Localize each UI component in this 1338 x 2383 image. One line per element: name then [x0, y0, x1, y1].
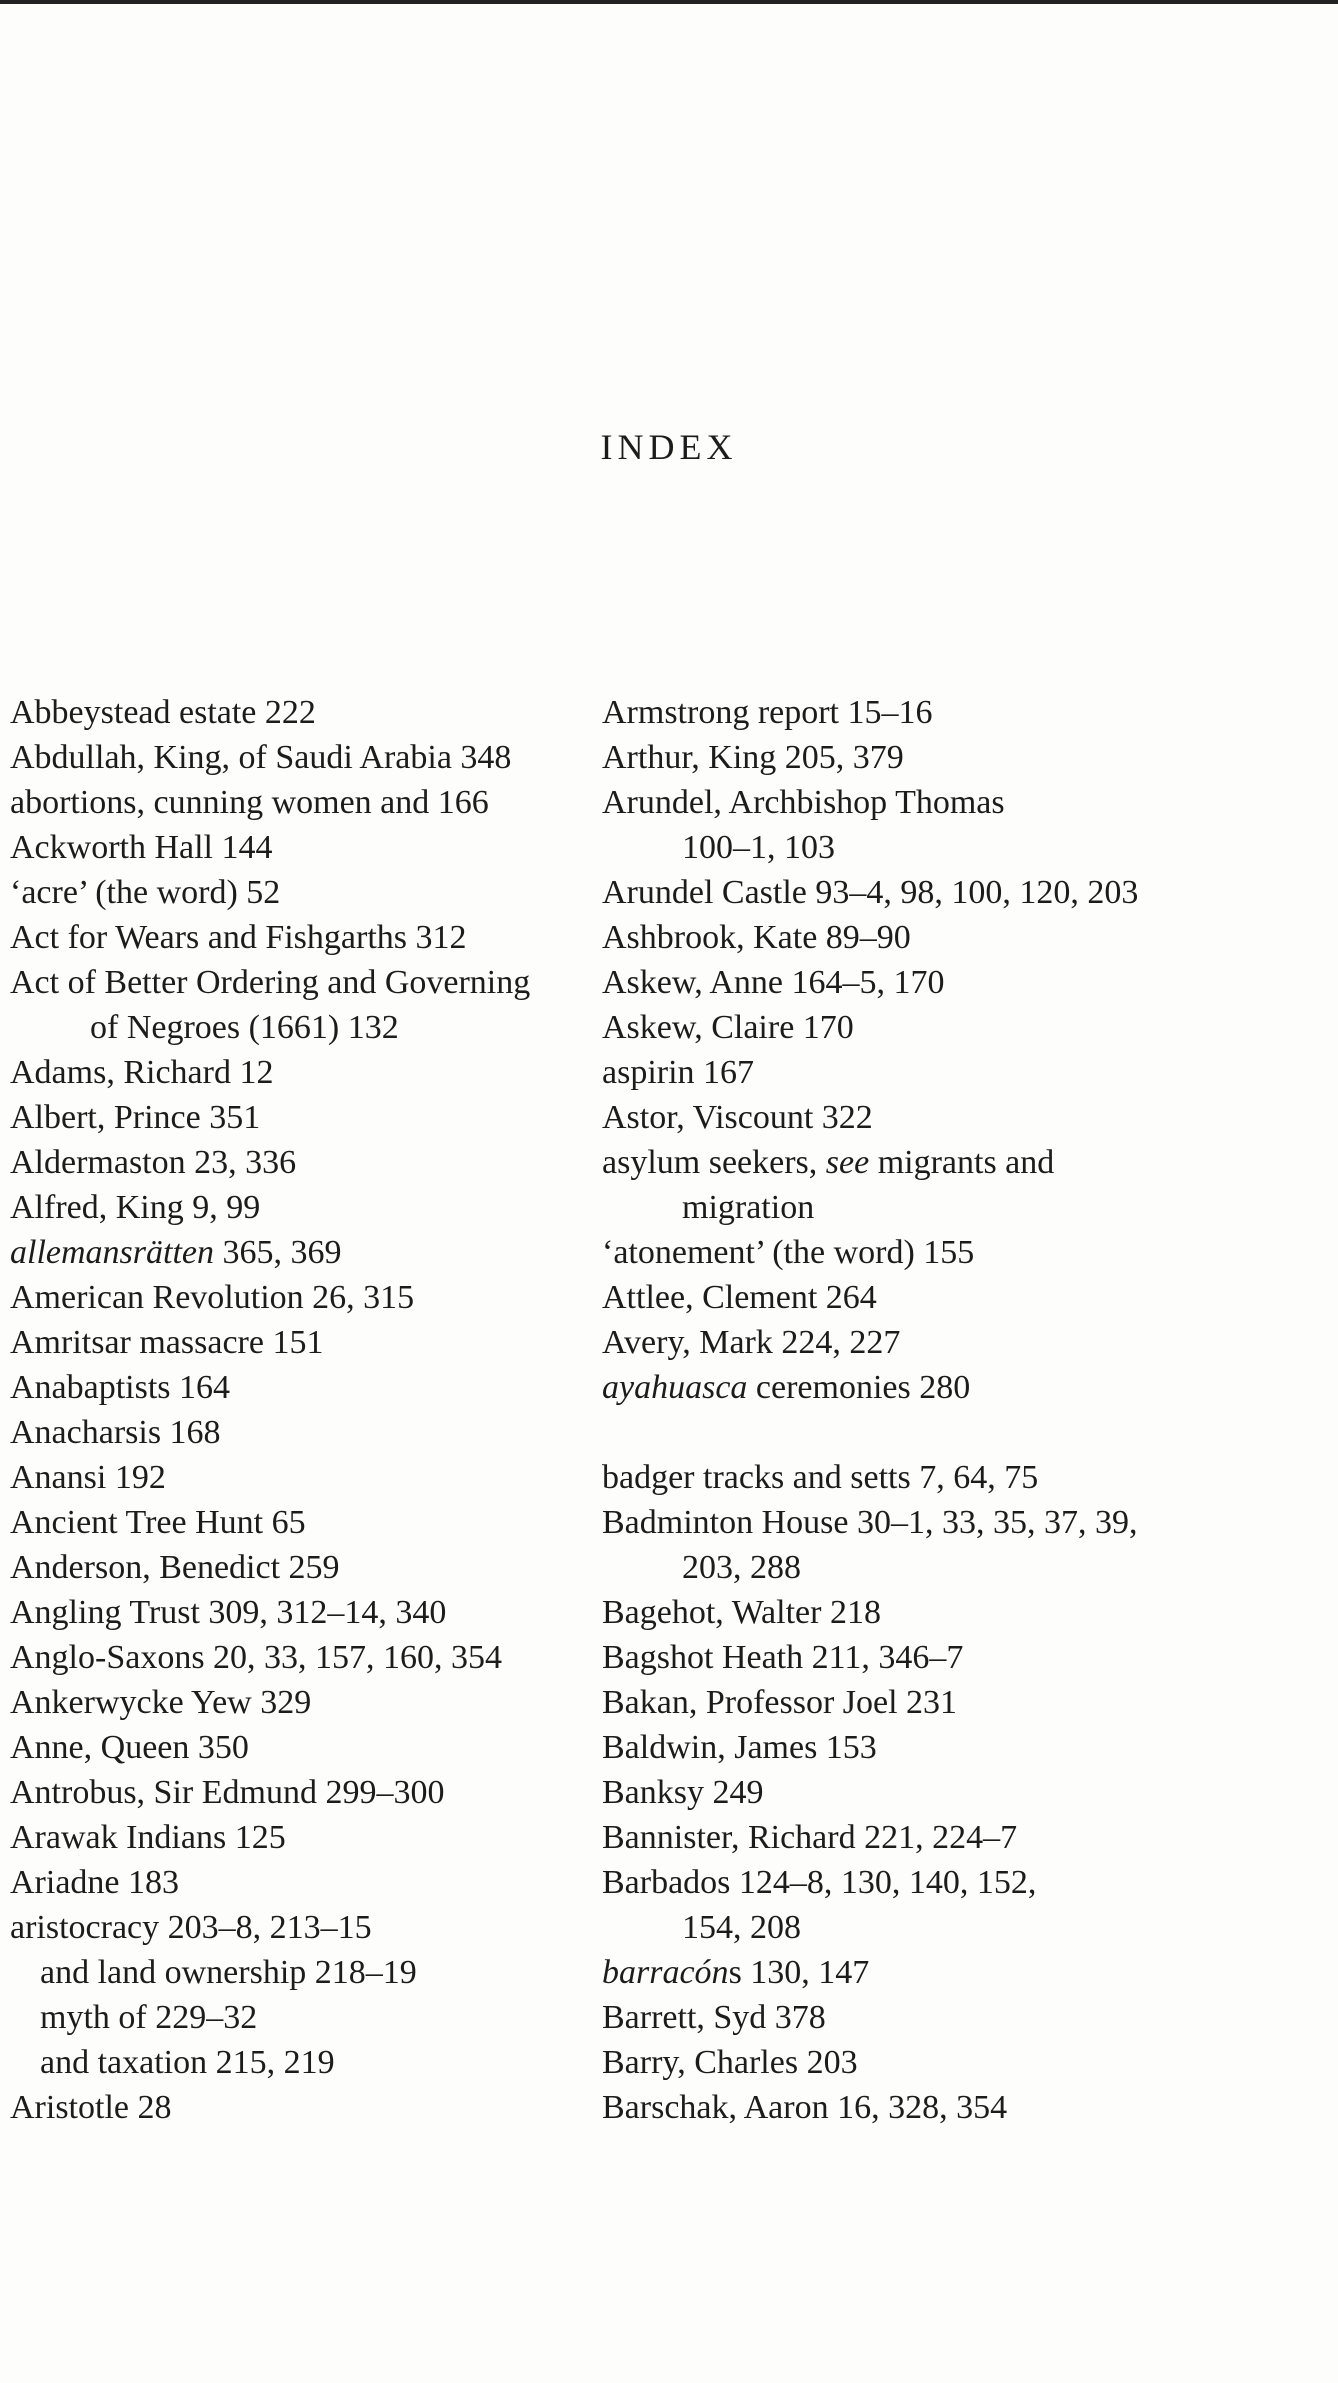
index-subentry [10, 2040, 530, 2085]
index-entry [10, 735, 530, 780]
entry-line [10, 1230, 530, 1275]
entry-line [10, 1590, 530, 1635]
entry-line [602, 1680, 1138, 1725]
entry-line [602, 1275, 1138, 1320]
entry-text: Ariadne 183 [10, 1864, 180, 1901]
entry-line [10, 960, 530, 1005]
entry-text: Anacharsis 168 [10, 1414, 221, 1451]
entry-line [10, 2085, 530, 2130]
entry-line [602, 2040, 1138, 2085]
entry-line [40, 1995, 530, 2040]
entry-line [10, 1320, 530, 1365]
entry-continuation: 154, 208 [682, 1909, 801, 1946]
entry-line [602, 1590, 1138, 1635]
index-entry [10, 780, 530, 825]
entry-text: 365, 369 [213, 1234, 342, 1271]
entry-text: Anne, Queen 350 [10, 1729, 249, 1766]
index-entry [602, 1140, 1138, 1230]
entry-text: Arundel, Archbishop Thomas [602, 784, 1005, 821]
entry-line [10, 1860, 530, 1905]
entry-line [602, 1320, 1138, 1365]
entry-line [10, 1410, 530, 1455]
index-entry [10, 870, 530, 915]
entry-line [10, 690, 530, 735]
entry-text: Adams, Richard 12 [10, 1054, 274, 1091]
entry-text: Albert, Prince 351 [10, 1099, 261, 1136]
index-entry [10, 1320, 530, 1365]
entry-text: Arundel Castle 93–4, 98, 100, 120, 203 [602, 874, 1139, 911]
index-entry [602, 1005, 1138, 1050]
entry-line [602, 735, 1138, 780]
entry-text: asylum seekers, [602, 1144, 826, 1181]
entry-line [602, 870, 1138, 915]
entry-line [10, 1770, 530, 1815]
index-entry [602, 1950, 1138, 1995]
entry-text: s 130, 147 [728, 1954, 870, 1991]
entry-text: aristocracy 203–8, 213–15 [10, 1909, 372, 1946]
entry-line [602, 1995, 1138, 2040]
entry-text: Badminton House 30–1, 33, 35, 37, 39, [602, 1504, 1138, 1541]
index-entry [602, 1230, 1138, 1275]
index-entry [10, 1770, 530, 1815]
entry-text: Act of Better Ordering and Governing [10, 964, 531, 1001]
index-entry [10, 1815, 530, 1860]
entry-text: Alfred, King 9, 99 [10, 1189, 261, 1226]
index-entry [602, 1500, 1138, 1590]
entry-line [10, 1500, 530, 1545]
entry-text: Bakan, Professor Joel 231 [602, 1684, 958, 1721]
entry-line [602, 1095, 1138, 1140]
entry-text: Askew, Anne 164–5, 170 [602, 964, 945, 1001]
index-entry [602, 1995, 1138, 2040]
entry-continuation: migration [682, 1189, 815, 1226]
entry-line [602, 1500, 1138, 1545]
entry-text: Abbeystead estate 222 [10, 694, 316, 731]
index-entry [10, 1095, 530, 1140]
entry-text: Anglo-Saxons 20, 33, 157, 160, 354 [10, 1639, 503, 1676]
section-gap [602, 1410, 1138, 1455]
index-entry [602, 1320, 1138, 1365]
entry-text: ‘acre’ (the word) 52 [10, 874, 281, 911]
entry-line [602, 1230, 1138, 1275]
index-entry [602, 870, 1138, 915]
index-entry [10, 1410, 530, 1455]
index-entry [10, 2085, 530, 2130]
index-entry [10, 960, 530, 1050]
entry-text: Abdullah, King, of Saudi Arabia 348 [10, 739, 512, 776]
index-entry [602, 1815, 1138, 1860]
entry-line [10, 1050, 530, 1095]
entry-line [10, 1455, 530, 1500]
entry-text: Ashbrook, Kate 89–90 [602, 919, 911, 956]
index-entry [10, 1455, 530, 1500]
entry-line [40, 2040, 530, 2085]
entry-text: Barschak, Aaron 16, 328, 354 [602, 2089, 1008, 2126]
entry-line [602, 960, 1138, 1005]
index-entry [602, 1770, 1138, 1815]
index-entry [10, 1905, 530, 1950]
entry-line [602, 1860, 1138, 1905]
index-entry [602, 1590, 1138, 1635]
entry-continuation: 203, 288 [682, 1549, 801, 1586]
index-entry [10, 825, 530, 870]
entry-line [602, 1365, 1138, 1410]
index-entry [10, 1590, 530, 1635]
entry-italic-term: allemansrätten [10, 1234, 214, 1271]
entry-text: Anabaptists 164 [10, 1369, 231, 1406]
entry-italic-term: ayahuasca [602, 1369, 748, 1406]
index-entry [602, 1725, 1138, 1770]
index-entry [602, 1860, 1138, 1950]
index-entry [10, 1725, 530, 1770]
entry-line [40, 1950, 530, 1995]
entry-line [10, 1725, 530, 1770]
entry-italic-term: barracón [602, 1954, 729, 1991]
entry-text: abortions, cunning women and 166 [10, 784, 489, 821]
entry-line [602, 1050, 1138, 1095]
index-entry [10, 1230, 530, 1275]
index-entry [10, 1140, 530, 1185]
entry-line [602, 1635, 1138, 1680]
entry-text: Arawak Indians 125 [10, 1819, 286, 1856]
entry-continuation: of Negroes (1661) 132 [90, 1009, 399, 1046]
entry-line [602, 1725, 1138, 1770]
entry-line [602, 690, 1138, 735]
entry-text: Askew, Claire 170 [602, 1009, 854, 1046]
index-column-left [10, 690, 530, 2130]
entry-text: Bagshot Heath 211, 346–7 [602, 1639, 964, 1676]
entry-text: Baldwin, James 153 [602, 1729, 877, 1766]
entry-line [10, 1680, 530, 1725]
entry-text: Ancient Tree Hunt 65 [10, 1504, 306, 1541]
entry-line [602, 2085, 1138, 2130]
entry-text: and taxation 215, 219 [40, 2044, 335, 2081]
entry-text: badger tracks and setts 7, 64, 75 [602, 1459, 1039, 1496]
entry-line [602, 1770, 1138, 1815]
entry-text: Avery, Mark 224, 227 [602, 1324, 901, 1361]
index-entry [602, 780, 1138, 870]
index-entry [10, 1635, 530, 1680]
index-subentry [10, 1995, 530, 2040]
entry-text: and land ownership 218–19 [40, 1954, 417, 1991]
entry-line [602, 780, 1138, 825]
entry-line [10, 1185, 530, 1230]
entry-line [10, 1140, 530, 1185]
entry-text: Bagehot, Walter 218 [602, 1594, 881, 1631]
index-entry [10, 1365, 530, 1410]
entry-line [602, 1140, 1138, 1185]
entry-text: Act for Wears and Fishgarths 312 [10, 919, 467, 956]
index-entry [602, 1275, 1138, 1320]
entry-line [602, 915, 1138, 960]
entry-text: Amritsar massacre 151 [10, 1324, 324, 1361]
top-edge-rule [0, 0, 1338, 4]
entry-text: aspirin 167 [602, 1054, 755, 1091]
entry-continuation: 100–1, 103 [682, 829, 835, 866]
entry-line [10, 780, 530, 825]
entry-text: Bannister, Richard 221, 224–7 [602, 1819, 1018, 1856]
entry-text: migrants and [869, 1144, 1055, 1181]
entry-line [10, 1815, 530, 1860]
entry-text: Arthur, King 205, 379 [602, 739, 904, 776]
entry-text: Astor, Viscount 322 [602, 1099, 873, 1136]
entry-line [10, 915, 530, 960]
entry-text: Ankerwycke Yew 329 [10, 1684, 312, 1721]
index-entry [10, 1275, 530, 1320]
index-entry [10, 915, 530, 960]
entry-text: Barbados 124–8, 130, 140, 152, [602, 1864, 1037, 1901]
index-entry [602, 1455, 1138, 1500]
index-entry [602, 1365, 1138, 1410]
index-entry [10, 1680, 530, 1725]
entry-line [10, 1635, 530, 1680]
entry-text: Armstrong report 15–16 [602, 694, 933, 731]
entry-line [10, 735, 530, 780]
entry-text: Attlee, Clement 264 [602, 1279, 877, 1316]
index-entry [602, 915, 1138, 960]
index-entry [602, 1095, 1138, 1140]
entry-line [10, 870, 530, 915]
entry-line [602, 1815, 1138, 1860]
entry-text: Anansi 192 [10, 1459, 166, 1496]
entry-italic-term: see [825, 1144, 870, 1181]
entry-text: Ackworth Hall 144 [10, 829, 273, 866]
entry-text: myth of 229–32 [40, 1999, 258, 2036]
index-entry [10, 1050, 530, 1095]
page-title: INDEX [600, 427, 738, 467]
entry-text: Anderson, Benedict 259 [10, 1549, 340, 1586]
index-column-right [602, 690, 1138, 2130]
entry-line [602, 1950, 1138, 1995]
index-entry [10, 1185, 530, 1230]
entry-line [10, 825, 530, 870]
index-entry [602, 1050, 1138, 1095]
entry-text: ceremonies 280 [747, 1369, 971, 1406]
index-subentry [10, 1950, 530, 1995]
index-entry [602, 735, 1138, 780]
index-entry [10, 690, 530, 735]
entry-text: Antrobus, Sir Edmund 299–300 [10, 1774, 445, 1811]
index-entry [10, 1545, 530, 1590]
entry-line [10, 1095, 530, 1140]
entry-text: ‘atonement’ (the word) 155 [602, 1234, 975, 1271]
entry-line [602, 1455, 1138, 1500]
entry-line [10, 1545, 530, 1590]
index-entry [602, 2085, 1138, 2130]
index-entry [10, 1500, 530, 1545]
entry-line [602, 1005, 1138, 1050]
index-entry [602, 690, 1138, 735]
entry-line [10, 1275, 530, 1320]
entry-text: Banksy 249 [602, 1774, 764, 1811]
entry-text: Barry, Charles 203 [602, 2044, 858, 2081]
entry-text: Aristotle 28 [10, 2089, 172, 2126]
entry-text: Barrett, Syd 378 [602, 1999, 826, 2036]
entry-text: Aldermaston 23, 336 [10, 1144, 297, 1181]
entry-line [10, 1905, 530, 1950]
entry-line [10, 1365, 530, 1410]
index-entry [10, 1860, 530, 1905]
index-entry [602, 960, 1138, 1005]
entry-text: American Revolution 26, 315 [10, 1279, 415, 1316]
index-entry [602, 1680, 1138, 1725]
index-entry [602, 1635, 1138, 1680]
entry-text: Angling Trust 309, 312–14, 340 [10, 1594, 447, 1631]
index-entry [602, 2040, 1138, 2085]
